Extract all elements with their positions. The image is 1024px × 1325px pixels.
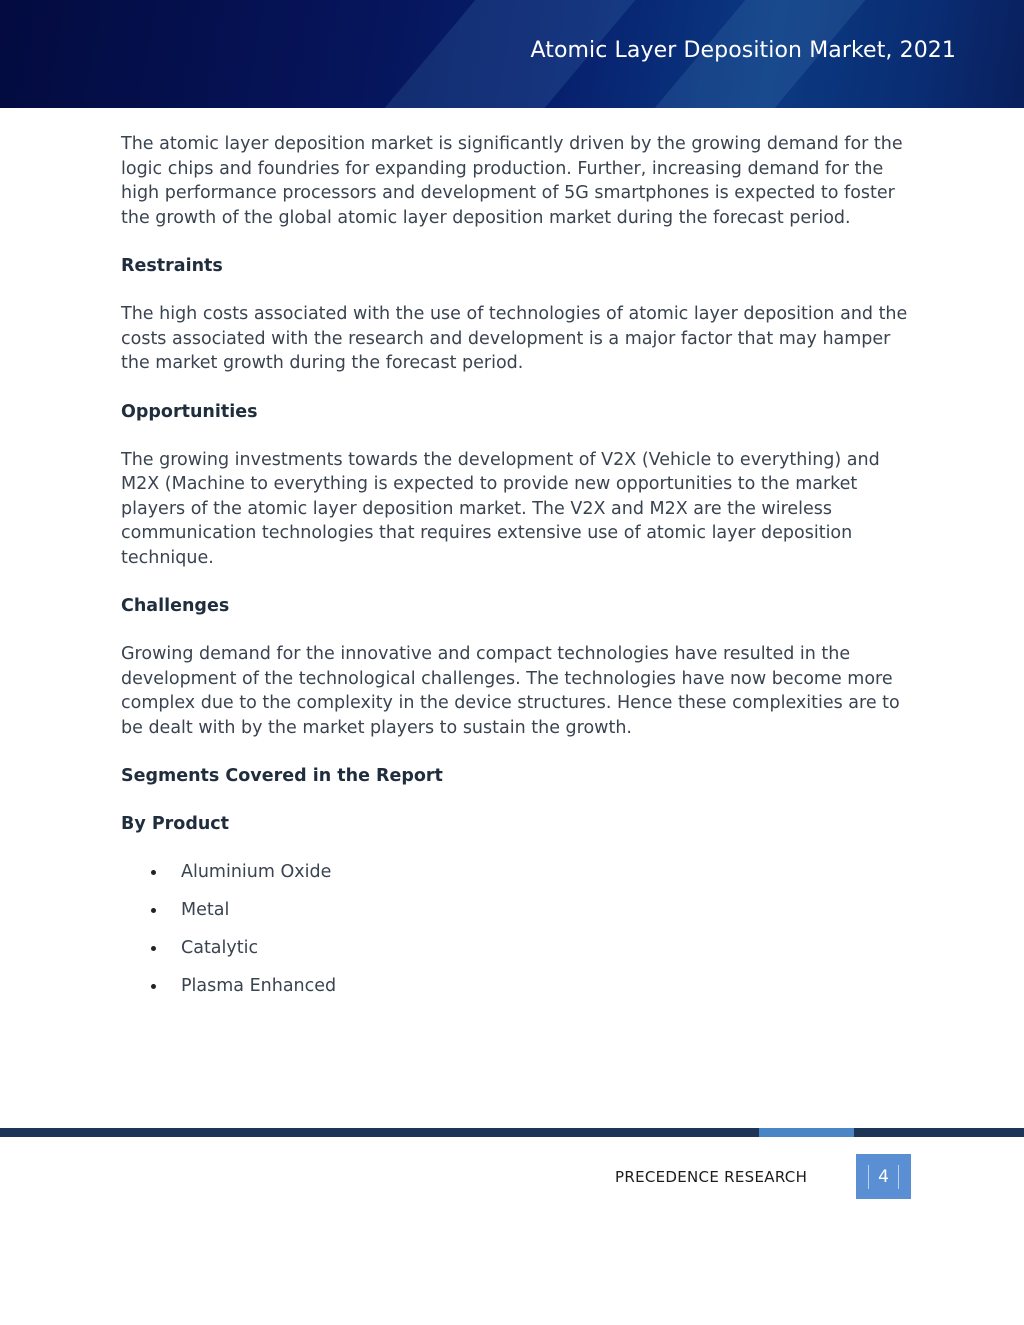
challenges-paragraph: Growing demand for the innovative and compact technologies have resulted in the development of the technological challenges. The technologies have now become more complex due to the complexity in the device structures. Hence these complexities are to be dealt with by the market players to sustain the growth. xyxy=(121,644,900,738)
opportunities-heading: Opportunities xyxy=(121,401,258,422)
document-title: Atomic Layer Deposition Market, 2021 xyxy=(530,38,956,63)
list-item xyxy=(121,936,921,960)
list-item xyxy=(121,898,921,922)
footer-brand: PRECEDENCE RESEARCH xyxy=(615,1168,808,1186)
opportunities-paragraph: The growing investments towards the development of V2X (Vehicle to everything) and M2X (Machine to everything is expected to provide new opportunities to the market players of the atomic layer deposition market. The V2X and M2X are the wireless communication technologies that requires extensive use of atomic layer deposition technique. xyxy=(121,449,880,568)
list-item xyxy=(121,974,921,998)
bullet-icon xyxy=(151,870,156,875)
footer-divider xyxy=(0,1128,1024,1137)
page-header xyxy=(0,0,1024,108)
list-item xyxy=(121,860,921,884)
challenges-heading: Challenges xyxy=(121,596,230,616)
by-product-heading: By Product xyxy=(121,814,230,834)
list-item-label: Catalytic xyxy=(181,938,259,958)
bullet-icon xyxy=(151,946,156,951)
product-list xyxy=(121,860,921,998)
page-number: 4 xyxy=(868,1165,899,1189)
bullet-icon xyxy=(151,908,156,913)
restraints-heading: Restraints xyxy=(121,256,223,276)
intro-paragraph: The atomic layer deposition market is significantly driven by the growing demand for the logic chips and foundries for expanding production. Further, increasing demand for the high performance processors and development of 5G smartphones is expected to foster the growth of the global atomic layer deposition market during the forecast period. xyxy=(121,134,903,228)
list-item-label: Metal xyxy=(181,900,230,920)
segments-heading: Segments Covered in the Report xyxy=(121,766,443,786)
main-content xyxy=(121,132,921,1012)
list-item-label: Aluminium Oxide xyxy=(181,862,332,882)
list-item-label: Plasma Enhanced xyxy=(181,976,337,996)
page-number-box xyxy=(856,1154,911,1199)
bullet-icon xyxy=(151,984,156,989)
restraints-paragraph: The high costs associated with the use of technologies of atomic layer deposition and the costs associated with the research and development is a major factor that may hamper the market growth during the forecast period. xyxy=(121,304,908,373)
footer-divider-accent xyxy=(759,1128,854,1137)
